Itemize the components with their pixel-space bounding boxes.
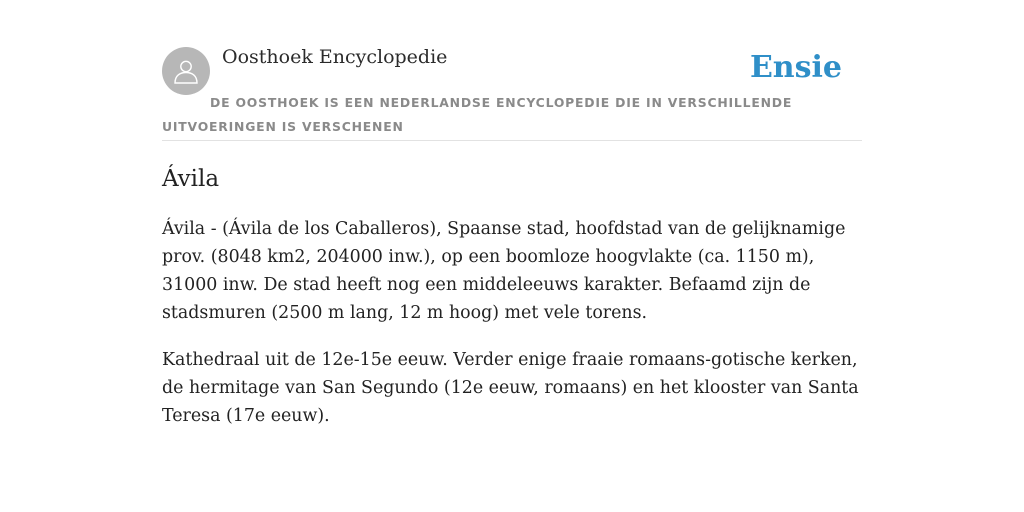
avatar[interactable] bbox=[162, 47, 210, 95]
source-header bbox=[162, 44, 862, 141]
source-name[interactable]: Oosthoek Encyclopedie bbox=[222, 46, 448, 68]
brand-logo[interactable]: Ensie bbox=[749, 50, 842, 85]
user-icon bbox=[171, 56, 201, 86]
article-paragraph: Kathedraal uit de 12e-15e eeuw. Verder enige fraaie romaans-gotische kerken, de hermitage van San Segundo (12e eeuw, romaans) en het klooster van Santa Teresa (17e eeuw). bbox=[162, 350, 859, 426]
article-paragraph: Ávila - (Ávila de los Caballeros), Spaanse stad, hoofdstad van de gelijknamige prov. (8048 km2, 204000 inw.), op een boomloze hoogvlakte (ca. 1150 m), 31000 inw. De stad heeft nog een middeleeuws karakter. Befaamd zijn de stadsmuren (2500 m lang, 12 m hoog) met vele torens. bbox=[162, 219, 846, 323]
source-tagline: DE OOSTHOEK IS EEN NEDERLANDSE ENCYCLOPEDIE DIE IN VERSCHILLENDE UITVOERINGEN IS VERSCHENEN bbox=[162, 95, 793, 134]
page-title: Ávila bbox=[162, 166, 220, 192]
article bbox=[162, 160, 872, 430]
